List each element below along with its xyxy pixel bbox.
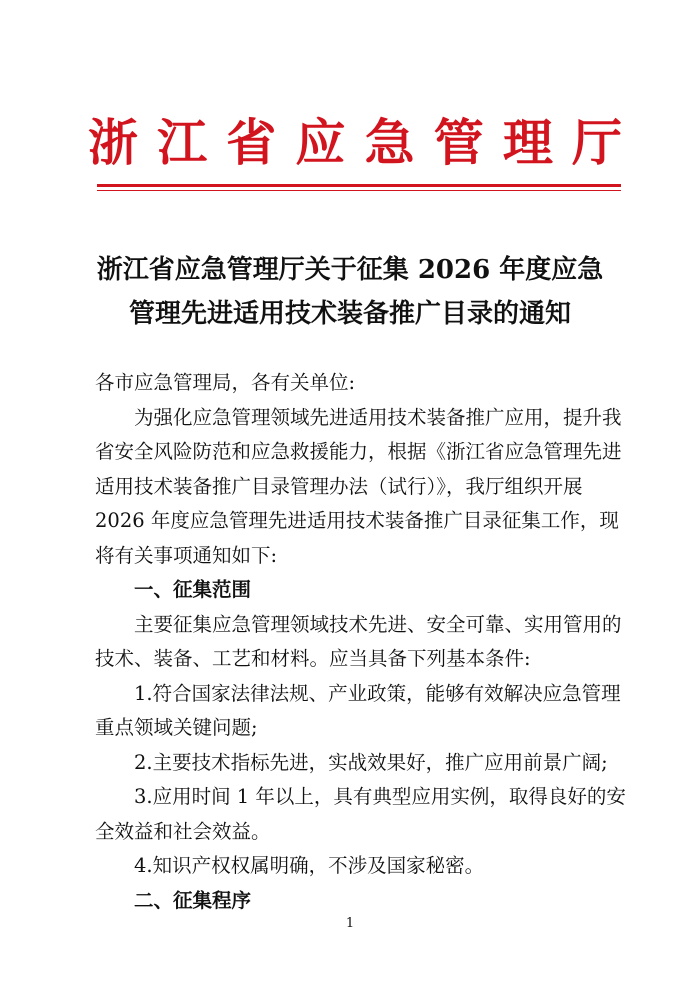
masthead-char: 急 <box>364 114 415 172</box>
masthead-char: 浙 <box>88 114 138 172</box>
section-heading: 二、征集程序 <box>134 888 252 912</box>
masthead-char: 省 <box>226 114 277 172</box>
title-line: 浙江省应急管理厅关于征集 2026 年度应急 <box>96 255 604 285</box>
masthead-char: 江 <box>157 114 208 172</box>
masthead-org-name <box>60 108 640 178</box>
masthead-char: 厅 <box>571 114 622 172</box>
condition-item: 4.知识产权权属明确，不涉及国家秘密。 <box>134 854 485 877</box>
masthead-divider-thin <box>97 190 621 191</box>
document-title <box>60 248 640 336</box>
condition-item: 2.主要技术指标先进，实战效果好，推广应用前景广阔; <box>134 750 608 774</box>
intro-paragraph: 为强化应急管理领域先进适用技术装备推广应用，提升我省安全风险防范和应急救援能力，根据《浙江省应急管理先进适用技术装备推广目录管理办法（试行）》，我厅组织开展 2026 年度应急管理先进适用技术装备推广目录征集工作，现将有关事项通知如下: <box>95 405 622 567</box>
section-heading: 一、征集范围 <box>134 578 252 601</box>
masthead-char: 管 <box>433 114 484 172</box>
section-paragraph: 主要征集应急管理领域技术先进、安全可靠、实用管用的技术、装备、工艺和材料。应当具备下列基本条件: <box>95 612 622 670</box>
masthead-char: 理 <box>502 114 553 172</box>
condition-item: 1.符合国家法律法规、产业政策，能够有效解决应急管理重点领域关键问题; <box>95 681 621 739</box>
document-body <box>95 366 635 918</box>
condition-item: 3.应用时间 1 年以上，具有典型应用实例，取得良好的安全效益和社会效益。 <box>95 785 626 843</box>
masthead-char: 应 <box>295 114 346 172</box>
page-number: 1 <box>345 916 355 931</box>
masthead-divider-thick <box>97 184 621 187</box>
salutation: 各市应急管理局，各有关单位: <box>95 371 356 394</box>
title-line: 管理先进适用技术装备推广目录的通知 <box>128 299 571 329</box>
